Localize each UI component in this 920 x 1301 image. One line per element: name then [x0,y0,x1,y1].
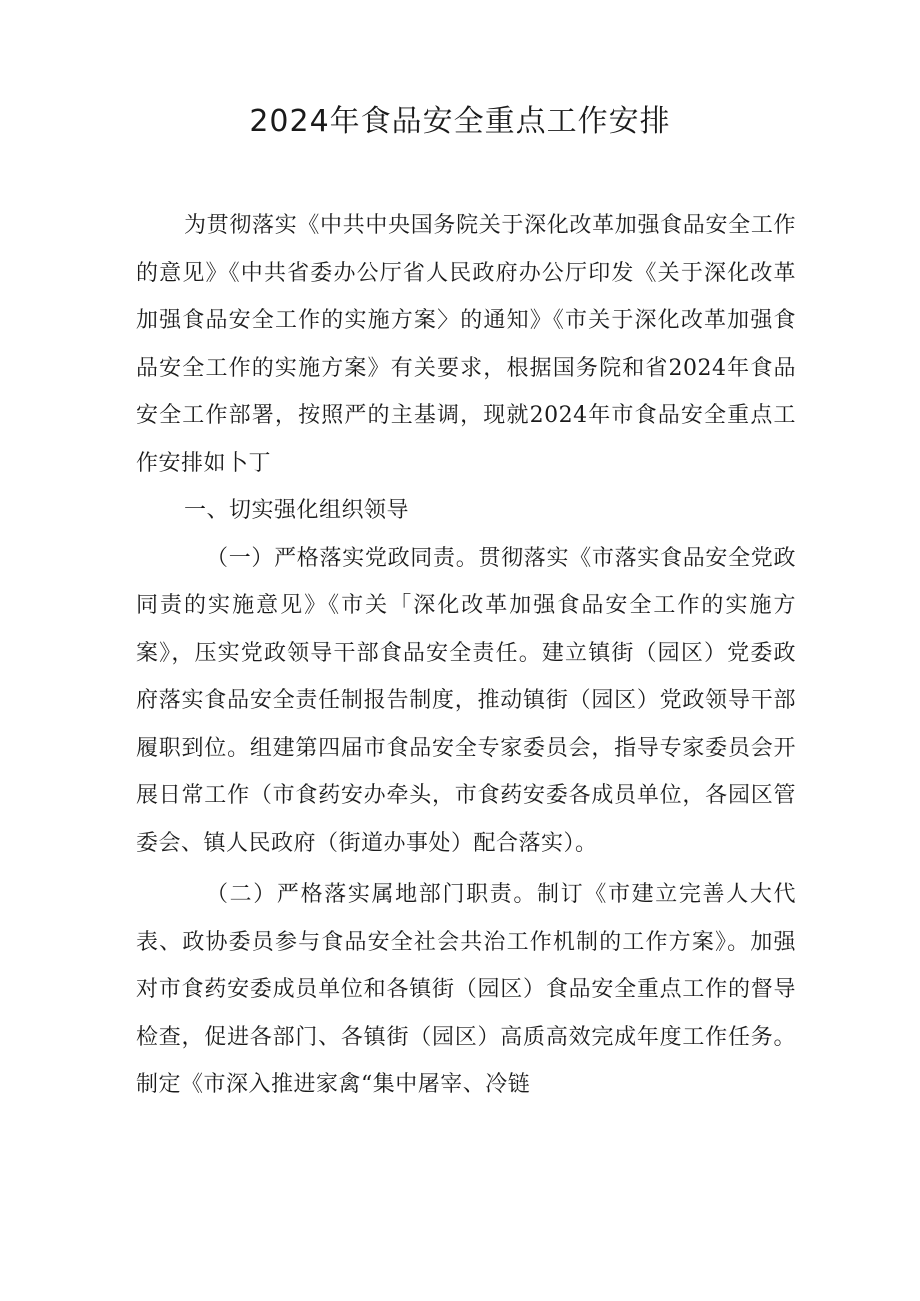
item-paragraph-2: （二）严格落实属地部门职责。制订《市建立完善人大代表、政协委员参与食品安全社会共治工作机制的工作方案》。加强对市食药安委成员单位和各镇街（园区）食品安全重点工作的督导检查，促进各部门、各镇街（园区）高质高效完成年度工作任务。制定《市深入推进家禽“集中屠宰、冷链 [136,882,796,1097]
section-heading: 一、切实强化组织领导 [184,498,410,523]
document-title: 2024年食品安全重点工作安排 [249,104,671,139]
document-body [136,202,796,1109]
intro-paragraph: 为贯彻落实《中共中央国务院关于深化改革加强食品安全工作的意见》《中共省委办公厅省人民政府办公厅印发《关于深化改革加强食品安全工作的实施方案〉的通知》《市关于深化改革加强食品安全工作的实施方案》有关要求，根据国务院和省2024年食品安全工作部署，按照严的主基调，现就2024年市食品安全重点工作安排如卜丁 [136,213,796,476]
item-paragraph-1: （一）严格落实党政同责。贯彻落实《市落实食品安全党政同责的实施意见》《市关「深化改革加强食品安全工作的实施方案》，压实党政领导干部食品安全责任。建立镇街（园区）党委政府落实食品安全责任制报告制度，推动镇街（园区）党政领导干部履职到位。组建第四届市食品安全专家委员会，指导专家委员会开展日常工作（市食药安办牵头，市食药安委各成员单位，各园区管委会、镇人民政府（街道办事处）配合落实）。 [136,545,796,856]
